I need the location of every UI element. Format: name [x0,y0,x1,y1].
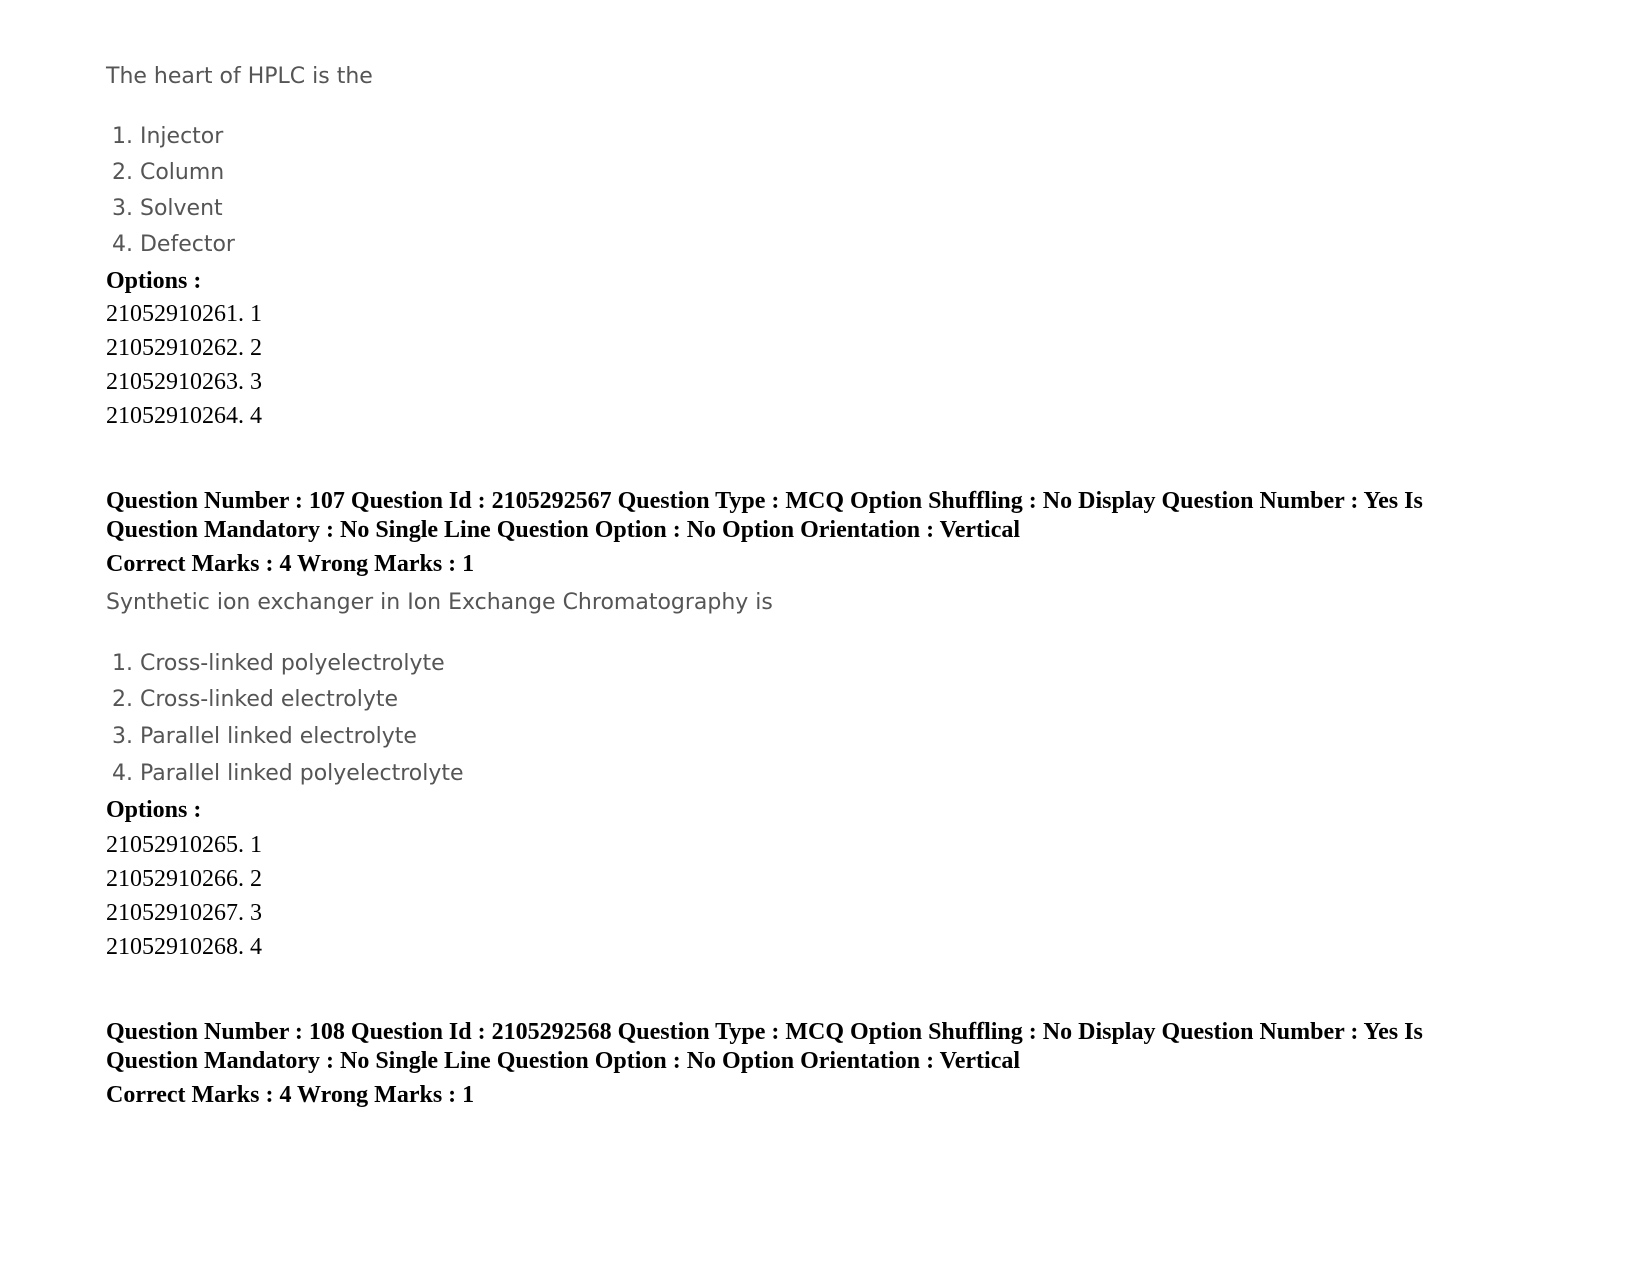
q107-choice-3: 3. Parallel linked electrolyte [112,724,417,749]
q106-choice-3: 3. Solvent [112,196,223,221]
q107-stem: Synthetic ion exchanger in Ion Exchange Chromatography is [106,590,773,615]
q107-option-2: 21052910266. 2 [106,866,262,892]
q107-option-3: 21052910267. 3 [106,900,262,926]
q108-meta-line1: Question Number : 108 Question Id : 2105292568 Question Type : MCQ Option Shuffling : No Display Question Number : Yes Is [106,1019,1423,1045]
q107-choice-1: 1. Cross-linked polyelectrolyte [112,651,445,676]
q108-meta-line2: Question Mandatory : No Single Line Question Option : No Option Orientation : Vertical [106,1048,1021,1074]
q107-option-1: 21052910265. 1 [106,832,262,858]
q106-choice-4: 4. Defector [112,232,235,257]
q107-marks: Correct Marks : 4 Wrong Marks : 1 [106,551,475,577]
q106-option-3: 21052910263. 3 [106,369,262,395]
q107-options-label: Options : [106,797,202,823]
q106-option-4: 21052910264. 4 [106,403,262,429]
q108-meta [106,1018,1546,1076]
q106-option-2: 21052910262. 2 [106,335,262,361]
q107-meta-line2: Question Mandatory : No Single Line Question Option : No Option Orientation : Vertical [106,517,1021,543]
q106-choice-2: 2. Column [112,160,225,185]
q106-option-1: 21052910261. 1 [106,301,262,327]
q107-meta-line1: Question Number : 107 Question Id : 2105292567 Question Type : MCQ Option Shuffling : No Display Question Number : Yes Is [106,488,1423,514]
q106-stem: The heart of HPLC is the [106,64,373,89]
q107-option-4: 21052910268. 4 [106,934,262,960]
q108-marks: Correct Marks : 4 Wrong Marks : 1 [106,1082,475,1108]
q107-meta [106,487,1546,545]
q107-choice-2: 2. Cross-linked electrolyte [112,687,399,712]
q106-choice-1: 1. Injector [112,124,224,149]
q107-choice-4: 4. Parallel linked polyelectrolyte [112,761,464,786]
q106-options-label: Options : [106,268,202,294]
